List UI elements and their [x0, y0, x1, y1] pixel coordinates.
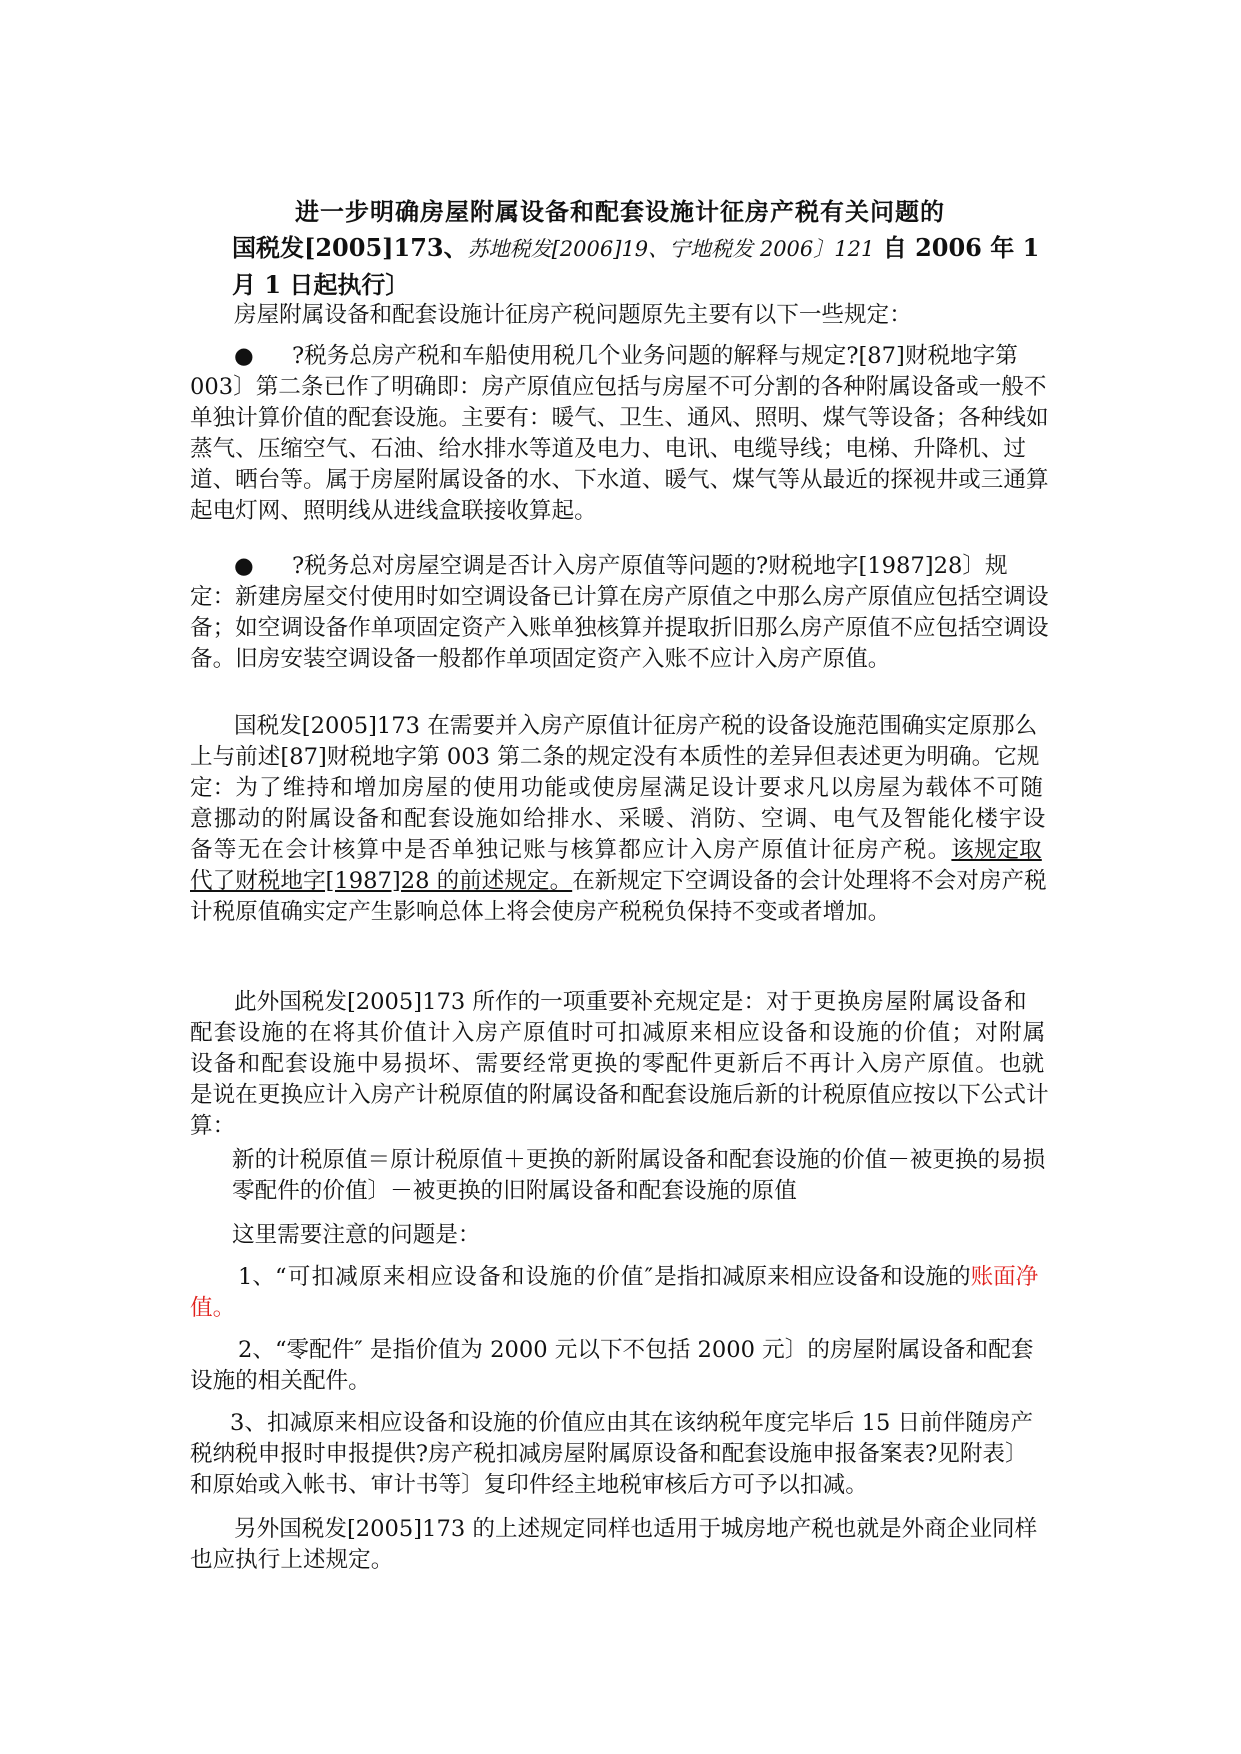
- note-item-1: [190, 1262, 1050, 1324]
- note1-red-text: 账面净值。: [190, 1264, 1039, 1321]
- last-paragraph: 另外国税发[2005]173 的上述规定同样也适用于城房地产税也就是外商企业同样也应执行上述规定。: [190, 1516, 1038, 1573]
- intro-paragraph: 房屋附属设备和配套设施计征房产税问题原先主要有以下一些规定：: [234, 302, 912, 328]
- para3-part-b: 为了维持和增加房屋的使用功能或使房屋满足设计要求凡以房屋为载体不可随意挪动的附属设备和配套设施如给排水、采暖、消防、空调、电气及智能化楼宇设备等无在会计核算中是否单独记账与核算都应计入房产原值计征房产税。: [190, 775, 1047, 863]
- subtitle-part-b: 苏地税发[2006]19、宁地税发 2006〕121: [467, 237, 875, 261]
- document-title: 进一步明确房屋附属设备和配套设施计征房产税有关问题的: [295, 197, 945, 226]
- para3-part-a: 国税发[2005]173 在需要并入房产原值计征房产税的设备设施范围确实定原那么上与前述[87]财税地字第 003 第二条的规定没有本质性的差异但表述更为明确。它规定：: [190, 713, 1040, 801]
- subtitle-part-a: 国税发[2005]173、: [232, 233, 468, 262]
- para3-part-d: 在新规定下空调设备的会计处理将不会对房产税计税原值确实定产生影响总体上将会使房产税税负保持不变或者增加。: [190, 868, 1047, 925]
- para3-underlined: 该规定取代了财税地字[1987]28 的前述规定。: [190, 837, 1042, 894]
- bullet-item-2: [190, 551, 1050, 675]
- note-intro: 这里需要注意的问题是：: [232, 1222, 481, 1248]
- bullet-dot-icon: ●: [234, 343, 254, 369]
- note-item-2: 2、“零配件″ 是指价值为 2000 元以下不包括 2000 元〕的房屋附属设备和配套设施的相关配件。: [190, 1337, 1034, 1394]
- note1-text: 是指扣减原来相应设备和设施的: [654, 1264, 971, 1290]
- para4-part-c: 也就是说在更换应计入房产计税原值的附属设备和配套设施后新的计税原值应按以下公式计算：: [190, 1051, 1049, 1139]
- bullet-dot-icon: ●: [234, 553, 254, 579]
- note1-quote: “可扣减原来相应设备和设施的价值″: [274, 1264, 655, 1290]
- bullet-item-1: [190, 341, 1050, 527]
- note1-number: 1、: [238, 1264, 275, 1290]
- note-item-3: 3、扣减原来相应设备和设施的价值应由其在该纳税年度完毕后 15 日前伴随房产税纳税申报时申报提供?房产税扣减房屋附属原设备和配套设施申报备案表?见附表〕和原始或入帐书、审计书等〕复印件经主地税审核后方可予以扣减。: [190, 1410, 1034, 1498]
- bullet-2-text: ?税务总对房屋空调是否计入房产原值等问题的?财税地字[1987]28〕规定：新建房屋交付使用时如空调设备已计算在房产原值之中那么房产原值应包括空调设备；如空调设备作单项固定资产入账单独核算并提取折旧那么房产原值不应包括空调设备。旧房安装空调设备一般都作单项固定资产入账不应计入房产原值。: [190, 553, 1049, 672]
- bullet-1-text: ?税务总房产税和车船使用税几个业务问题的解释与规定?[87]财税地字第 003〕第二条已作了明确即：房产原值应包括与房屋不可分割的各种附属设备或一般不单独计算价值的配套设施。主要有：暖气、卫生、通风、照明、煤气等设备；各种线如蒸气、压缩空气、石油、给水排水等道及电力、电讯、电缆导线；电梯、升降机、过道、晒台等。属于房屋附属设备的水、下水道、暖气、煤气等从最近的探视井或三通算起电灯网、照明线从进线盒联接收算起。: [190, 343, 1049, 524]
- para4-part-b: 对于更换房屋附属设备和配套设施的在将其价值计入房产原值时可扣减原来相应设备和设施的价值；对附属设备和配套设施中易损坏、需要经常更换的零配件更新后不再计入房产原值。: [190, 989, 1047, 1077]
- paragraph-3: [190, 711, 1050, 928]
- document-subtitle: [232, 230, 1062, 303]
- para4-part-a: 此外国税发[2005]173 所作的一项重要补充规定是：: [234, 989, 767, 1015]
- formula-text: 新的计税原值＝原计税原值＋更换的新附属设备和配套设施的价值－被更换的易损零配件的价值〕－被更换的旧附属设备和配套设施的原值: [232, 1147, 1046, 1204]
- paragraph-4: [190, 987, 1050, 1142]
- subtitle-part-c: 自 2006 年 1 月 1 日起执行〕: [232, 233, 1040, 299]
